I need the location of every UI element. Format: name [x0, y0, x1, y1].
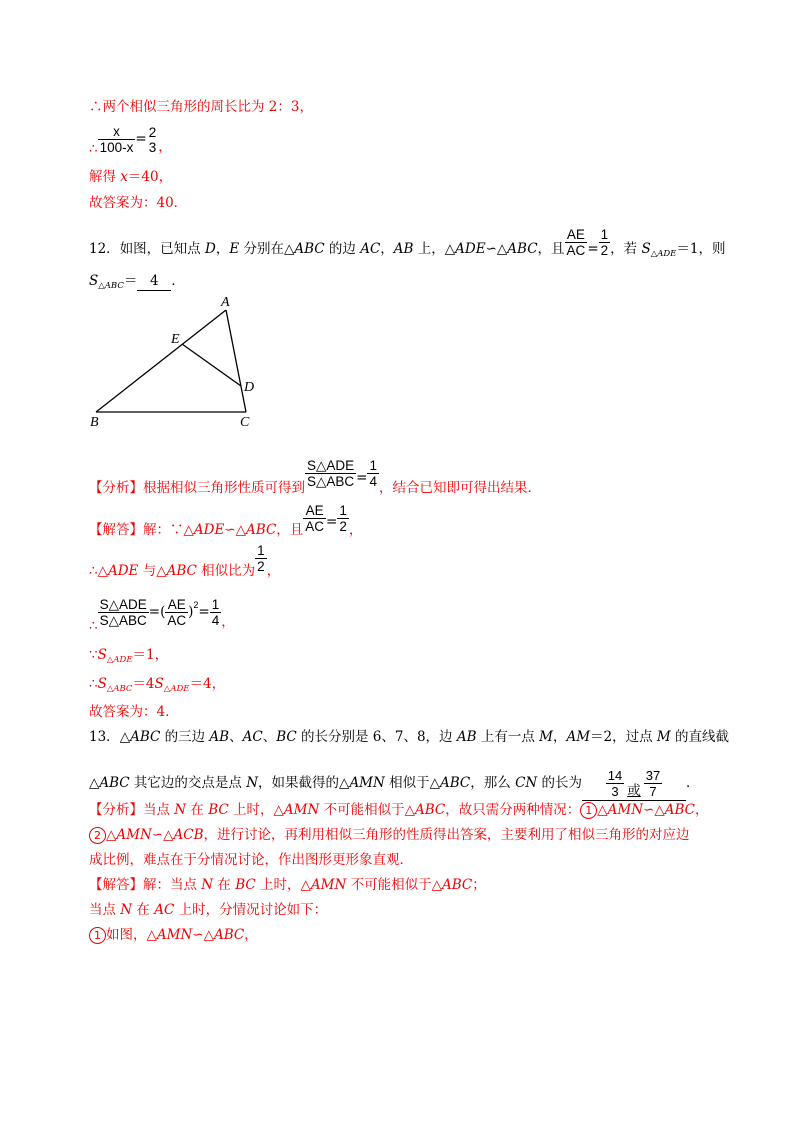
text: 、 — [229, 729, 243, 745]
area-symbol: S — [97, 676, 107, 692]
q13-analysis-line2 — [89, 826, 689, 844]
segment-label: AC — [360, 241, 381, 257]
triangle-name: ADE — [107, 563, 139, 579]
exponent: 2 — [193, 600, 199, 610]
ratio-ae-ac — [565, 227, 588, 258]
equals-sign: = — [148, 604, 161, 620]
triangle-name: ABC — [507, 241, 538, 257]
solution-text: 与△ — [138, 563, 167, 579]
solution-text: ＝4， — [189, 676, 226, 692]
text: ，那么 — [470, 775, 516, 791]
left-paren: ( — [160, 604, 166, 620]
fraction-numerator: AE — [565, 227, 588, 243]
fraction-x-over-100-x — [98, 124, 136, 155]
q13-solution-line2 — [89, 901, 327, 919]
fraction-denominator: 3 — [611, 784, 619, 799]
solution-text: 上时，分情况讨论如下： — [174, 902, 328, 918]
segment-label: BC — [235, 877, 256, 893]
right-paren: ) — [188, 604, 194, 620]
triangle-name: AMN — [310, 877, 347, 893]
triangle-name: AMN — [607, 802, 644, 818]
text: 的边 — [324, 241, 361, 257]
area-ratio-fraction — [305, 458, 356, 489]
point-label: M — [656, 729, 671, 745]
circled-number: 1 — [89, 927, 106, 944]
segment-label: AB — [456, 729, 477, 745]
segment-label: AC — [242, 729, 263, 745]
text: 解得 — [89, 169, 121, 185]
similar-symbol: ∽△ — [151, 827, 174, 843]
fraction-denominator: 4 — [211, 613, 220, 628]
text: △ — [89, 775, 100, 791]
vertex-label-d: D — [244, 380, 255, 395]
solution-text: 在 — [213, 877, 236, 893]
text: ，如果截得的△ — [258, 775, 350, 791]
area-symbol: S — [154, 676, 164, 692]
equals-sign: = — [198, 604, 210, 620]
area-symbol: S — [641, 241, 651, 257]
solution-text: 【解答】解：∵△ — [89, 522, 194, 538]
fraction-denominator: AC — [566, 243, 586, 258]
solution-text: ， — [348, 522, 363, 538]
triangle-name: ABC — [246, 522, 277, 538]
fraction-one-quarter — [367, 458, 379, 489]
triangle-name: ABC — [664, 802, 695, 818]
text: 的长分别是 6、7、8，边 — [296, 729, 457, 745]
prev-equation-line — [89, 124, 172, 158]
q12-solution-line1 — [89, 503, 363, 539]
area-symbol: S — [97, 647, 107, 663]
q13-stem-line2 — [89, 768, 700, 801]
fraction-numerator: 37 — [645, 768, 661, 783]
q12-stem-line1 — [89, 227, 726, 263]
text: ． — [171, 273, 185, 289]
q13-solution-line1 — [89, 876, 486, 894]
area-ratio-fraction — [98, 597, 149, 628]
point-label: E — [229, 241, 240, 257]
text: 上，△ — [413, 241, 456, 257]
analysis-text: 不可能相似于△ — [319, 802, 415, 818]
text: 如图，已知点 — [119, 241, 205, 257]
fraction-denominator: 2 — [339, 519, 347, 534]
fraction-denominator: 100-x — [99, 140, 134, 155]
triangle-name: AMN — [283, 802, 320, 818]
area-subscript: △ABC — [98, 281, 124, 291]
q13-analysis-line1 — [89, 801, 708, 819]
equals-sign: = — [135, 131, 147, 147]
text: 分别在△ — [239, 241, 295, 257]
fraction-numerator: x — [98, 124, 136, 140]
fraction-numerator: 14 — [607, 768, 623, 783]
therefore-symbol: ∴ — [89, 618, 98, 634]
or-word: 或 — [627, 783, 641, 799]
answer-blank — [582, 768, 686, 801]
q13-solution-line3 — [89, 926, 258, 944]
ratio-one-half — [599, 227, 611, 258]
text: 相似于△ — [384, 775, 441, 791]
segment-label: BC — [208, 802, 229, 818]
similar-symbol: ∽△ — [643, 802, 665, 818]
q12-solution-line4 — [89, 646, 168, 669]
text: ，若 — [610, 241, 642, 257]
solution-text: ， — [221, 614, 235, 630]
solution-text: ，且 — [276, 522, 304, 538]
q13-analysis-line3: 成比例，难点在于分情况讨论，作出图形更形象直观． — [89, 852, 413, 868]
fraction-numerator: 1 — [339, 503, 347, 518]
triangle-figure — [80, 292, 280, 432]
area-subscript: △ADE — [650, 249, 677, 259]
solution-text: 上时，△ — [255, 877, 311, 893]
triangle-name: ABC — [166, 563, 197, 579]
text: ＝40， — [127, 169, 173, 185]
fraction-numerator: S△ADE — [99, 597, 147, 612]
text: △ — [119, 729, 131, 745]
fraction-numerator: 1 — [600, 227, 609, 242]
vertex-label-e: E — [171, 332, 180, 347]
fraction-one-quarter — [210, 597, 222, 628]
area-subscript: △ABC — [106, 684, 133, 694]
triangle-name: ABC — [440, 775, 471, 791]
triangle-name: ABC — [213, 927, 245, 943]
triangle-name: AMN — [116, 827, 152, 843]
q12-solution-line2 — [89, 543, 281, 580]
prev-perimeter-ratio: ∴两个相似三角形的周长比为 2：3， — [89, 99, 313, 115]
circled-number: 1 — [580, 802, 597, 819]
prev-solve-line — [89, 168, 172, 186]
analysis-text: 【分析】根据相似三角形性质可得到 — [89, 480, 305, 496]
fraction-denominator: AC — [305, 519, 325, 534]
fraction-denominator: 7 — [649, 784, 657, 799]
vertex-label-c: C — [240, 415, 250, 430]
solution-text: 在 — [132, 902, 155, 918]
fraction-denominator: AC — [167, 613, 187, 628]
point-label: N — [246, 775, 259, 791]
segment-label: AC — [154, 902, 175, 918]
fraction-numerator: 1 — [369, 458, 377, 473]
question-number: 13． — [89, 729, 120, 745]
area-subscript: △ADE — [163, 684, 190, 694]
triangle-name: ADE — [193, 522, 225, 538]
variable-x: x — [120, 169, 128, 185]
segment-label: BC — [276, 729, 297, 745]
point-label: N — [201, 877, 214, 893]
fraction-numerator: S△ADE — [307, 458, 355, 473]
fraction-numerator: 1 — [211, 597, 220, 612]
q12-solution-line5 — [89, 675, 225, 698]
analysis-text: 上时，△ — [228, 802, 284, 818]
fraction-denominator: 2 — [257, 559, 265, 574]
segment-label: AB — [393, 241, 414, 257]
text: ， — [380, 241, 394, 257]
point-label: M — [539, 729, 553, 745]
fraction-numerator: AE — [303, 503, 326, 519]
analysis-text: 【分析】当点 — [89, 802, 175, 818]
analysis-text: △ — [597, 802, 608, 818]
ratio-ae-ac — [165, 597, 188, 628]
analysis-text: ，故只需分两种情况： — [445, 802, 581, 818]
point-label: D — [204, 241, 216, 257]
area-symbol: S — [89, 273, 99, 289]
question-number: 12． — [89, 241, 120, 257]
area-subscript: △ADE — [106, 655, 133, 665]
solution-text: 当点 — [89, 902, 121, 918]
solution-text: 不可能相似于△ — [346, 877, 442, 893]
triangle-name: ABC — [130, 729, 161, 745]
analysis-text: ，进行讨论，再利用相似三角形的性质得出答案，主要利用了相似三角形的对应边 — [203, 827, 690, 843]
segment-label: AB — [209, 729, 230, 745]
solution-text: ， — [244, 927, 258, 943]
circled-number: 2 — [89, 827, 106, 844]
q12-analysis — [89, 458, 541, 497]
equals-sign: = — [587, 241, 599, 257]
vertex-label-b: B — [90, 415, 99, 430]
analysis-text: ， — [694, 802, 709, 818]
text: ，且 — [537, 241, 565, 257]
triangle-name: ACB — [173, 827, 204, 843]
side-ac — [226, 310, 246, 412]
triangle-name: AMN — [349, 775, 385, 791]
text: 的长为 — [537, 775, 583, 791]
triangle-name: ADE — [455, 241, 486, 257]
answer-value: 4 — [150, 273, 159, 289]
ratio-ae-ac — [303, 503, 326, 534]
segment-label: AM — [566, 729, 591, 745]
prev-answer-line: 故答案为：40． — [89, 195, 188, 211]
triangle-name: ABC — [99, 775, 130, 791]
equals-sign: = — [326, 514, 338, 530]
text: ， — [552, 729, 567, 745]
solution-text: ＝4 — [132, 676, 155, 692]
answer-blank — [137, 272, 171, 291]
ratio-one-half — [337, 503, 349, 534]
solution-text: 相似比为 — [196, 563, 256, 579]
analysis-text: 在 — [186, 802, 209, 818]
text: ＝1，则 — [676, 241, 726, 257]
segment-label: CN — [515, 775, 538, 791]
analysis-text: ，结合已知即可得出结果． — [378, 480, 541, 496]
therefore-symbol: ∴ — [89, 141, 98, 157]
fraction-denominator: 3 — [148, 139, 157, 155]
answer-fraction-37-7 — [644, 768, 662, 799]
answer-fraction-14-3 — [606, 768, 624, 799]
because-symbol: ∵ — [89, 647, 98, 663]
fraction-denominator: 2 — [600, 243, 609, 258]
text: 的三边 — [160, 729, 210, 745]
equals-sign: ＝ — [123, 273, 138, 289]
triangle-name: AMN — [156, 927, 193, 943]
fraction-2-over-3 — [147, 125, 159, 155]
triangle-name: ABC — [294, 241, 325, 257]
point-label: N — [174, 802, 187, 818]
similar-symbol: ∽△ — [224, 522, 247, 538]
vertex-label-a: A — [221, 295, 230, 310]
similar-symbol: ∽△ — [485, 241, 508, 257]
triangle-name: ABC — [414, 802, 446, 818]
similarity-ratio-fraction — [255, 543, 267, 574]
fraction-numerator: AE — [165, 597, 188, 613]
fraction-denominator: S△ABC — [307, 474, 355, 489]
text: ． — [686, 775, 700, 791]
text: 的直线截 — [670, 729, 730, 745]
solution-text: 【解答】解：当点 — [89, 877, 202, 893]
solution-text: 如图，△ — [106, 927, 157, 943]
fraction-numerator: 2 — [148, 124, 157, 140]
comma: ， — [158, 139, 172, 155]
text: 上有一点 — [476, 729, 540, 745]
therefore-symbol: ∴ — [89, 676, 98, 692]
fraction-denominator: S△ABC — [99, 613, 147, 628]
triangle-name: ABC — [441, 877, 473, 893]
equals-sign: = — [356, 470, 368, 486]
fraction-denominator: 4 — [369, 474, 377, 489]
analysis-text: △ — [106, 827, 117, 843]
solution-text: ， — [266, 563, 281, 579]
solution-text: ＝1， — [132, 647, 169, 663]
solution-text: ∴△ — [89, 563, 108, 579]
point-label: N — [120, 902, 133, 918]
similar-symbol: ∽△ — [192, 927, 214, 943]
text: ， — [215, 241, 230, 257]
solution-text: ； — [472, 877, 486, 893]
text: ＝2，过点 — [590, 729, 657, 745]
q12-answer-line: 故答案为：4． — [89, 704, 179, 720]
text: 、 — [262, 729, 277, 745]
segment-ed — [182, 344, 241, 386]
text: 其它边的交点是点 — [129, 775, 247, 791]
q12-solution-line3 — [89, 596, 235, 635]
fraction-numerator: 1 — [257, 543, 265, 558]
q13-stem-line1 — [89, 728, 729, 746]
